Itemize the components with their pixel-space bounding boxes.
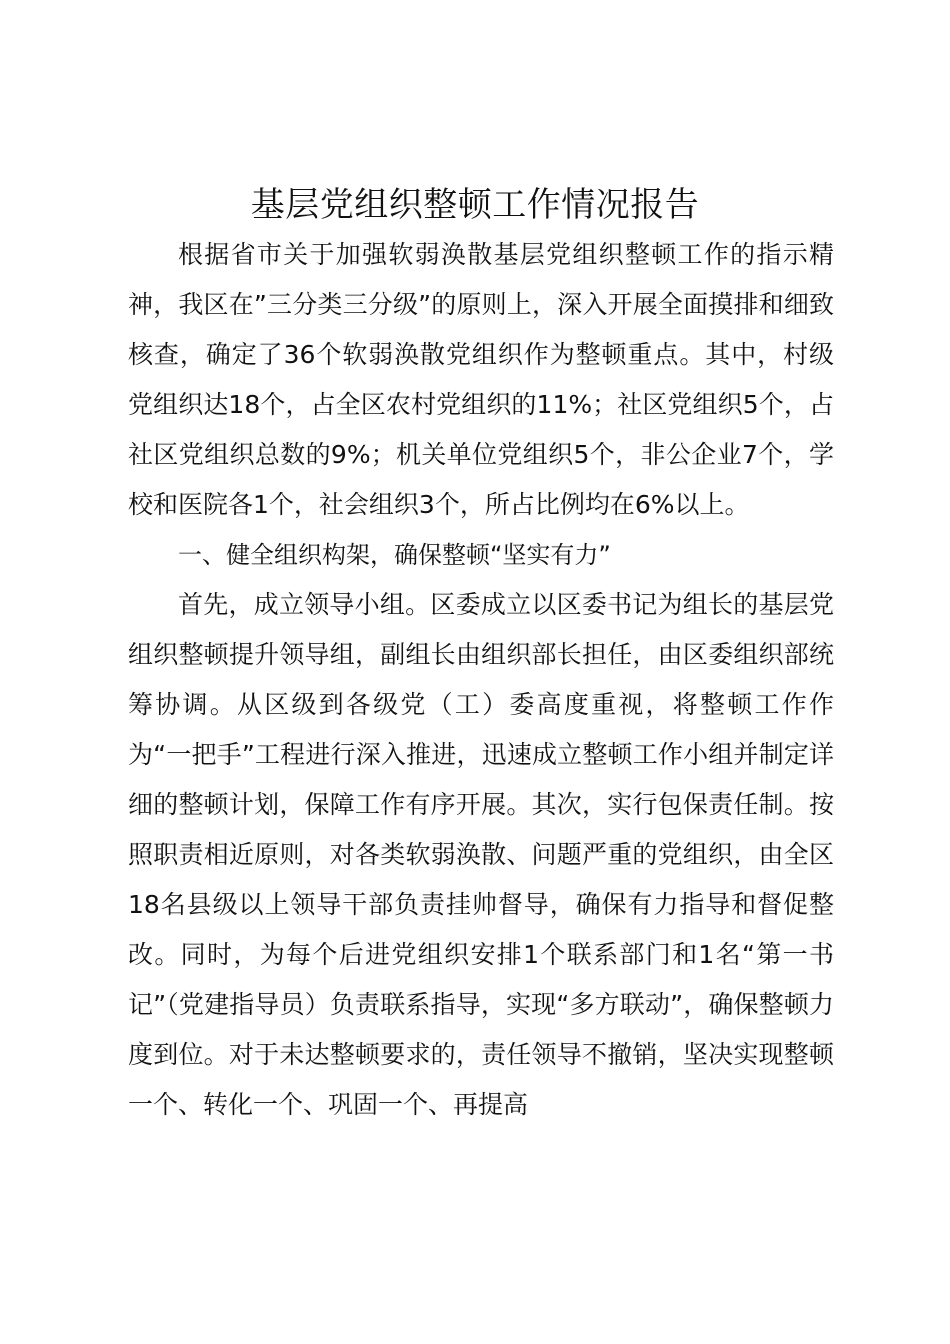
section-1-paragraph: 首先，成立领导小组。区委成立以区委书记为组长的基层党组织整顿提升领导组，副组长由组织部长担任，由区委组织部统筹协调。从区级到各级党（工）委高度重视，将整顿工作作为“一把手”工程进行深入推进，迅速成立整顿工作小组并制定详细的整顿计划，保障工作有序开展。其次，实行包保责任制。按照职责相近原则，对各类软弱涣散、问题严重的党组织，由全区18名县级以上领导干部负责挂帅督导，确保有力指导和督促整改。同时，为每个后进党组织安排1个联系部门和1名“第一书记”（党建指导员）负责联系指导，实现“多方联动”，确保整顿力度到位。对于未达整顿要求的，责任领导不撤销，坚决实现整顿一个、转化一个、巩固一个、再提高 (128, 590, 834, 1119)
intro-paragraph: 根据省市关于加强软弱涣散基层党组织整顿工作的指示精神，我区在”三分类三分级”的原则上，深入开展全面摸排和细致核查，确定了36个软弱涣散党组织作为整顿重点。其中，村级党组织达18个，占全区农村党组织的11%；社区党组织5个，占社区党组织总数的9%；机关单位党组织5个，非公企业7个，学校和医院各1个，社会组织3个，所占比例均在6%以上。 (128, 240, 834, 519)
document-body (128, 230, 834, 1130)
document-title: 基层党组织整顿工作情况报告 (250, 185, 700, 225)
section-heading-1: 一、健全组织构架，确保整顿“坚实有力” (178, 541, 611, 569)
